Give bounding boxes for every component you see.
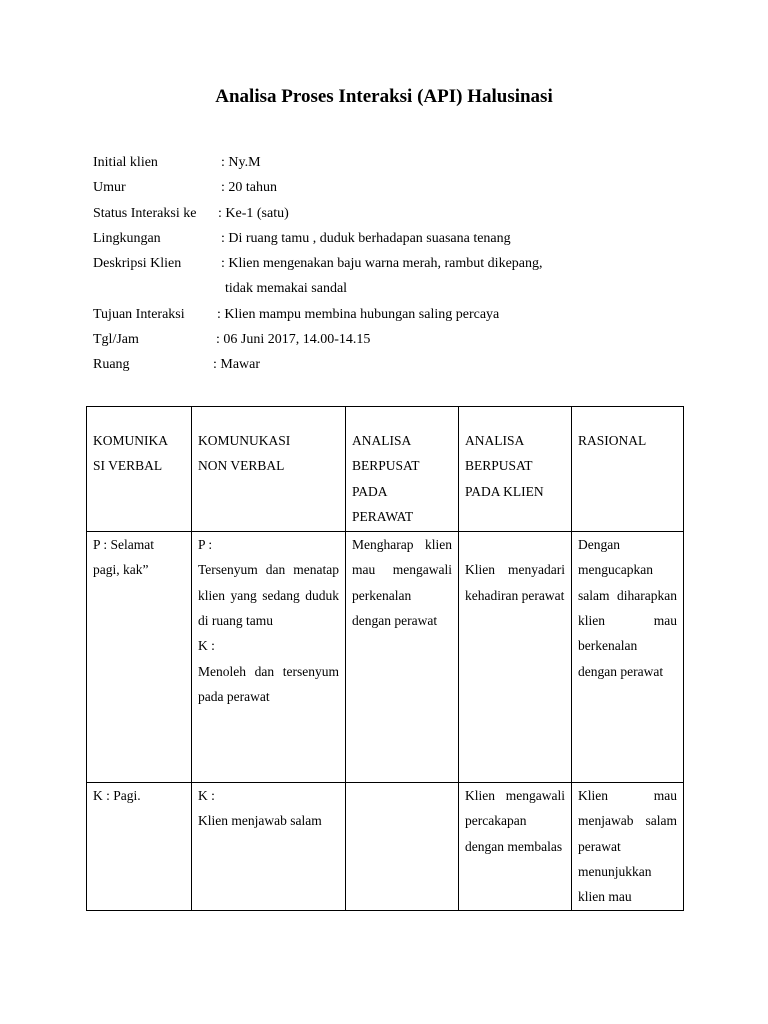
header-client-analysis xyxy=(459,407,572,532)
info-label: Deskripsi Klien xyxy=(93,256,182,272)
info-value: : 06 Juni 2017, 14.00-14.15 xyxy=(216,332,371,348)
header-text: BERPUSAT xyxy=(352,458,420,474)
info-value: tidak memakai sandal xyxy=(225,281,348,297)
info-label: Lingkungan xyxy=(93,230,161,246)
header-text: KOMUNUKASI xyxy=(198,433,291,448)
cell-text: Tersenyum dan menatap klien yang sedang duduk di ruang tamu xyxy=(198,562,339,629)
header-text: KOMUNIKA xyxy=(93,433,168,448)
info-label: Umur xyxy=(93,180,126,196)
cell-text: Dengan mengucapkan salam diharapkan klien mau berkenalan dengan perawat xyxy=(578,537,677,679)
header-text: NON VERBAL xyxy=(198,458,285,474)
document-title: Analisa Proses Interaksi (API) Halusinasi xyxy=(215,86,553,107)
cell-client-analysis xyxy=(459,532,572,783)
table-row xyxy=(87,783,684,910)
table-row xyxy=(87,532,684,783)
cell-rationale xyxy=(572,783,684,910)
header-rationale xyxy=(572,407,684,532)
header-text: PADA KLIEN xyxy=(465,483,544,499)
cell-text: K : xyxy=(198,638,215,654)
cell-nonverbal xyxy=(192,783,346,910)
header-verbal-communication xyxy=(87,407,192,532)
header-text: PERAWAT xyxy=(352,508,414,524)
cell-text: P : Selamat xyxy=(93,537,154,553)
info-value: : Di ruang tamu , duduk berhadapan suasana tenang xyxy=(221,230,511,246)
cell-client-analysis xyxy=(459,783,572,910)
cell-text: Klien mengawali percakapan dengan membalas xyxy=(465,788,565,854)
info-value: : Klien mampu membina hubungan saling percaya xyxy=(217,306,500,322)
header-text: ANALISA xyxy=(465,433,525,448)
cell-text: K : xyxy=(198,788,215,804)
interaction-analysis-table xyxy=(86,406,684,911)
cell-nurse-analysis xyxy=(346,783,459,910)
cell-nurse-analysis xyxy=(346,532,459,783)
cell-text: Mengharap klien mau mengawali perkenalan dengan perawat xyxy=(352,537,452,629)
info-value: : Mawar xyxy=(213,357,261,373)
info-label: Ruang xyxy=(93,357,130,373)
cell-text: K : Pagi. xyxy=(93,788,141,804)
header-nonverbal-communication xyxy=(192,407,346,532)
header-text: RASIONAL xyxy=(578,433,647,448)
header-nurse-analysis xyxy=(346,407,459,532)
cell-text: P : xyxy=(198,537,213,553)
cell-text xyxy=(465,532,565,557)
info-label: Tujuan Interaksi xyxy=(93,306,185,322)
cell-rationale xyxy=(572,532,684,783)
cell-text: pagi, kak” xyxy=(93,562,149,578)
cell-text: Klien menyadari kehadiran perawat xyxy=(465,562,565,603)
header-text: ANALISA xyxy=(352,433,412,448)
info-value: : Klien mengenakan baju warna merah, rambut dikepang, xyxy=(221,256,543,272)
info-label: Tgl/Jam xyxy=(93,332,139,348)
table-header-row xyxy=(87,407,684,532)
cell-verbal xyxy=(87,783,192,910)
header-text: PADA xyxy=(352,483,388,499)
cell-text: Klien menjawab salam xyxy=(198,813,322,829)
cell-nonverbal xyxy=(192,532,346,783)
info-value: : Ke-1 (satu) xyxy=(218,205,289,221)
cell-text: Klien mau menjawab salam perawat menunjukkan klien mau xyxy=(578,788,677,905)
header-text: BERPUSAT xyxy=(465,458,533,474)
cell-verbal xyxy=(87,532,192,783)
info-label: Status Interaksi ke xyxy=(93,205,197,221)
header-text: SI VERBAL xyxy=(93,458,163,474)
info-value: : 20 tahun xyxy=(221,180,277,196)
info-value: : Ny.M xyxy=(221,155,261,170)
info-label: Initial klien xyxy=(93,155,158,170)
cell-text: Menoleh dan tersenyum pada perawat xyxy=(198,663,339,704)
